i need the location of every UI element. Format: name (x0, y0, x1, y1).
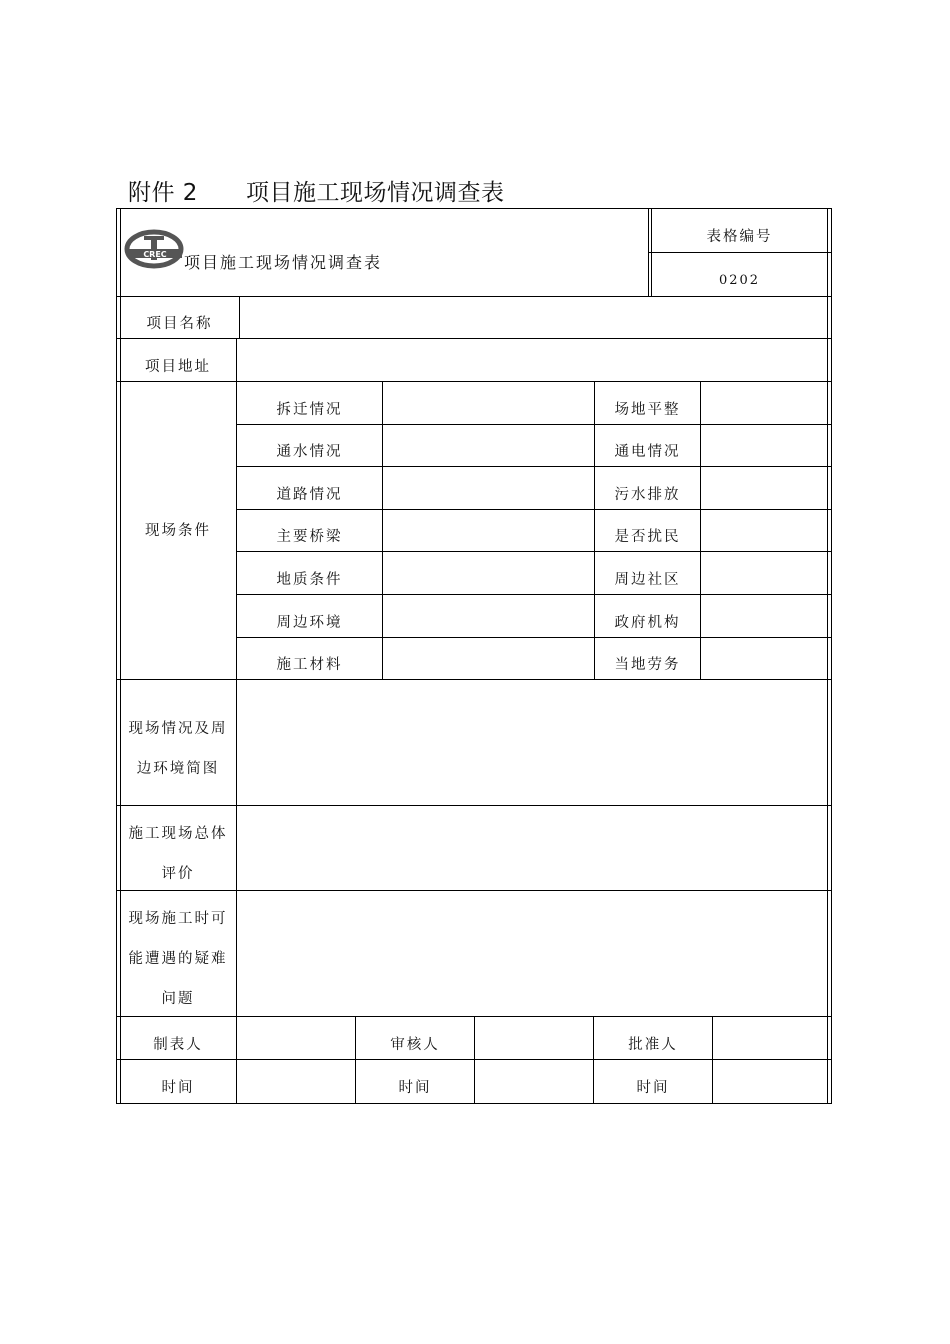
reviewed-by-label: 审核人 (390, 1036, 440, 1053)
document-title: 项目施工现场情况调查表 (246, 180, 505, 206)
form-code-label: 表格编号 (706, 229, 773, 245)
evaluation-label (120, 814, 236, 894)
condition-environment: 周边环境 (276, 615, 343, 631)
sketch-label-line: 边环境简图 (136, 761, 220, 777)
name-divider (239, 296, 240, 338)
approved-time-label: 时间 (636, 1079, 670, 1096)
logo-lettering: CREC (143, 250, 167, 259)
evaluation-label-line: 施工现场总体 (128, 826, 228, 842)
form-code-value: 0202 (718, 273, 761, 288)
difficulties-label (120, 899, 236, 1019)
row-line (116, 679, 832, 680)
project-name-label: 项目名称 (146, 316, 213, 332)
inner-right-border (827, 208, 828, 1104)
crec-logo-icon (124, 229, 186, 269)
condition-community: 周边社区 (614, 572, 681, 588)
project-address-label: 项目地址 (145, 359, 211, 375)
condition-sewage: 污水排放 (614, 487, 681, 503)
sketch-label-line: 现场情况及周 (128, 721, 228, 737)
difficulties-label-line: 问题 (161, 991, 195, 1007)
reviewed-time-label: 时间 (398, 1079, 432, 1096)
condition-roads: 道路情况 (276, 487, 343, 503)
evaluation-label-line: 评价 (161, 866, 195, 882)
condition-site-leveling: 场地平整 (614, 402, 681, 418)
signoff-divider (712, 1016, 713, 1104)
prepared-time-label: 时间 (161, 1079, 195, 1096)
approved-by-label: 批准人 (628, 1036, 678, 1053)
row-line (116, 805, 832, 806)
prepared-by-label: 制表人 (153, 1036, 203, 1053)
site-conditions-label: 现场条件 (145, 522, 211, 539)
project-name-field[interactable] (241, 297, 827, 338)
condition-bridges: 主要桥梁 (276, 529, 343, 545)
condition-divider (382, 381, 383, 679)
project-address-field[interactable] (237, 339, 827, 381)
condition-geology: 地质条件 (276, 572, 343, 588)
form-header-title: 项目施工现场情况调查表 (184, 253, 383, 272)
signoff-divider (474, 1016, 475, 1104)
difficulties-label-line: 能遭遇的疑难 (128, 951, 228, 967)
sketch-label (120, 709, 236, 789)
condition-disturbance: 是否扰民 (614, 529, 681, 545)
condition-materials: 施工材料 (276, 657, 343, 673)
signoff-divider (236, 1016, 237, 1104)
condition-divider (700, 381, 701, 679)
condition-labor: 当地劳务 (614, 657, 681, 673)
condition-electricity: 通电情况 (614, 444, 681, 460)
condition-water: 通水情况 (276, 444, 343, 460)
attachment-number: 附件 2 (128, 180, 198, 206)
condition-government: 政府机构 (614, 615, 681, 631)
difficulties-label-line: 现场施工时可 (128, 911, 228, 927)
condition-demolition: 拆迁情况 (276, 402, 343, 418)
document-heading (128, 174, 505, 208)
header-divider (648, 208, 649, 296)
